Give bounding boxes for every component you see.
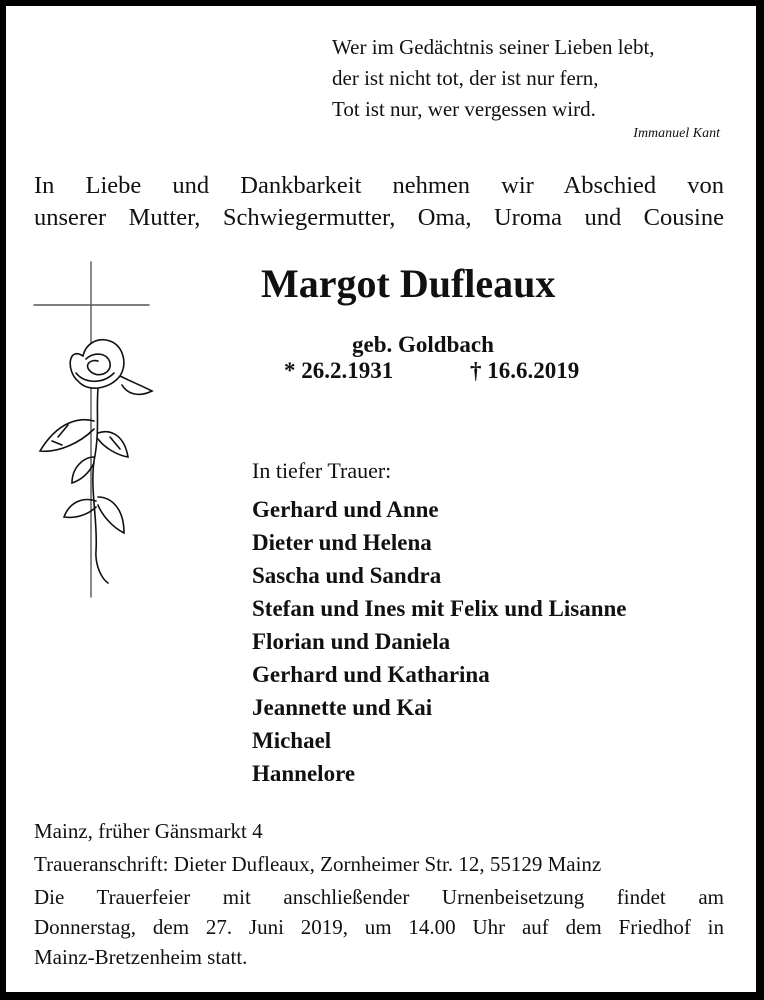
quote-author: Immanuel Kant <box>633 126 720 141</box>
deceased-name: Margot Dufleaux <box>261 261 556 306</box>
mourner: Jeannette und Kai <box>252 695 433 720</box>
quote-line: Wer im Gedächtnis seiner Lieben lebt, <box>332 35 655 59</box>
cross-rose-icon <box>28 261 158 601</box>
birth-date: * 26.2.1931 <box>284 358 394 383</box>
quote-line: Tot ist nur, wer vergessen wird. <box>332 97 596 121</box>
quote-line: der ist nicht tot, der ist nur fern, <box>332 66 599 90</box>
ceremony-info <box>34 882 724 972</box>
intro-text <box>34 170 724 234</box>
ceremony-line: Die Trauerfeier mit anschließender Urnenbeisetzung findet am <box>34 885 724 909</box>
mourner: Michael <box>252 728 332 753</box>
mourner: Gerhard und Anne <box>252 497 439 522</box>
residence: Mainz, früher Gänsmarkt 4 <box>34 819 263 843</box>
intro-line: unserer Mutter, Schwiegermutter, Oma, Uroma und Cousine <box>34 204 724 231</box>
ceremony-line: Donnerstag, dem 27. Juni 2019, um 14.00 Uhr auf dem Friedhof in <box>34 915 724 939</box>
intro-line: In Liebe und Dankbarkeit nehmen wir Abschied von <box>34 172 724 199</box>
mourner: Gerhard und Katharina <box>252 662 490 687</box>
death-date: † 16.6.2019 <box>470 358 580 383</box>
mourning-address: Traueranschrift: Dieter Dufleaux, Zornheimer Str. 12, 55129 Mainz <box>34 852 602 876</box>
ceremony-line: Mainz-Bretzenheim statt. <box>34 945 248 969</box>
mourner: Sascha und Sandra <box>252 563 442 588</box>
mourners-heading: In tiefer Trauer: <box>252 458 392 483</box>
mourner: Stefan und Ines mit Felix und Lisanne <box>252 596 627 621</box>
mourners-list <box>252 493 626 790</box>
mourner: Hannelore <box>252 761 356 786</box>
quote <box>332 32 720 125</box>
death-notice <box>6 6 756 992</box>
mourner: Dieter und Helena <box>252 530 432 555</box>
birth-name: geb. Goldbach <box>352 332 494 357</box>
mourner: Florian und Daniela <box>252 629 451 654</box>
